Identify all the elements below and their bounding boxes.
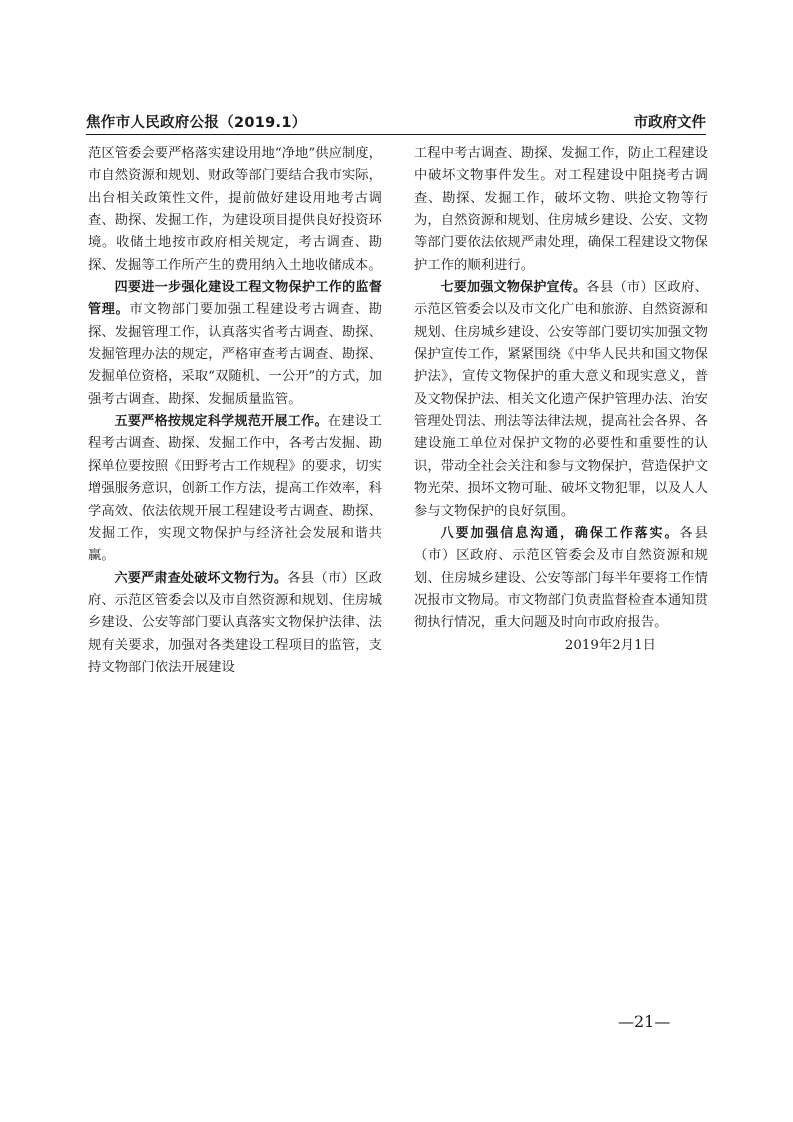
paragraph-body: 各县（市）区政府、示范区管委会以及市自然资源和规划、住房城乡建设、公安等部门要认真落实文物保护法律、法规有关要求，加强对各类建设工程项目的监管，支持文物部门依法开展建设 xyxy=(88,570,382,675)
paragraph-heading: 五要严格按规定科学规范开展工作。 xyxy=(114,414,328,430)
left-column xyxy=(88,143,382,679)
right-column xyxy=(414,143,708,657)
header-divider xyxy=(86,134,706,135)
paragraph xyxy=(88,568,382,680)
paragraph-heading: 六要严肃查处破坏文物行为。 xyxy=(114,570,288,586)
document-date: 2019年2月1日 xyxy=(564,637,656,653)
page-header xyxy=(86,111,706,133)
paragraph-body: 市文物部门要加强工程建设考古调查、勘探、发掘管理工作，认真落实省考古调查、勘探、发掘管理办法的规定，严格审查考古调查、勘探、发掘单位资格，采取“双随机、一公开”的方式，加强考古调查、勘探、发掘质量监管。 xyxy=(88,302,382,407)
paragraph-body: 在建设工程考古调查、勘探、发掘工作中，各考古发掘、勘探单位要按照《田野考古工作规程》的要求，切实增强服务意识，创新工作方法，提高工作效率，科学高效、依法依规开展工程建设考古调查、勘探、发掘工作，实现文物保护与经济社会发展和谐共赢。 xyxy=(88,414,382,564)
paragraph-body: 各县（市）区政府、示范区管委会及市自然资源和规划、住房城乡建设、公安等部门每半年要将工作情况报市文物局。市文物部门负责监督检查本通知贯彻执行情况，重大问题及时向市政府报告。 xyxy=(414,525,708,631)
paragraph: 范区管委会要严格落实建设用地“净地”供应制度，市自然资源和规划、财政等部门要结合我市实际，出台相关政策性文件，提前做好建设用地考古调查、勘探、发掘工作，为建设项目提供良好投资环境。收储土地按市政府相关规定，考古调查、勘探、发掘等工作所产生的费用纳入土地收储成本。 xyxy=(88,146,382,273)
paragraph-heading: 八要加强信息沟通，确保工作落实。 xyxy=(440,525,680,541)
paragraph-heading: 四要进一步强化建设工程文物保护工作的监督管理。 xyxy=(88,280,382,318)
paragraph: 工程中考古调查、勘探、发掘工作，防止工程建设中破坏文物事件发生。对工程建设中阻挠考古调查、勘探、发掘工作，破坏文物、哄抢文物等行为，自然资源和规划、住房城乡建设、公安、文物等部门要依法依规严肃处理，确保工程建设文物保护工作的顺利进行。 xyxy=(414,146,708,273)
page-number: —21— xyxy=(618,1012,671,1031)
paragraph-body: 各县（市）区政府、示范区管委会以及市文化广电和旅游、自然资源和规划、住房城乡建设、公安等部门要切实加强文物保护宣传工作，紧紧围绕《中华人民共和国文物保护法》，宣传文物保护的重大意义和现实意义，普及文物保护法、相关文化遗产保护管理办法、治安管理处罚法、刑法等法律法规，提高社会各界、各建设施工单位对保护文物的必要性和重要性的认识，带动全社会关注和参与文物保护，营造保护文物光荣、损坏文物可耻、破坏文物犯罪，以及人人参与文物保护的良好氛围。 xyxy=(414,280,708,519)
paragraph-heading: 七要加强文物保护宣传。 xyxy=(440,280,587,296)
paragraph xyxy=(88,411,382,567)
paragraph xyxy=(414,277,708,523)
gazette-title: 焦作市人民政府公报（2019.1） xyxy=(86,115,307,131)
section-label: 市政府文件 xyxy=(633,115,706,131)
paragraph xyxy=(414,523,708,635)
paragraph xyxy=(88,277,382,411)
